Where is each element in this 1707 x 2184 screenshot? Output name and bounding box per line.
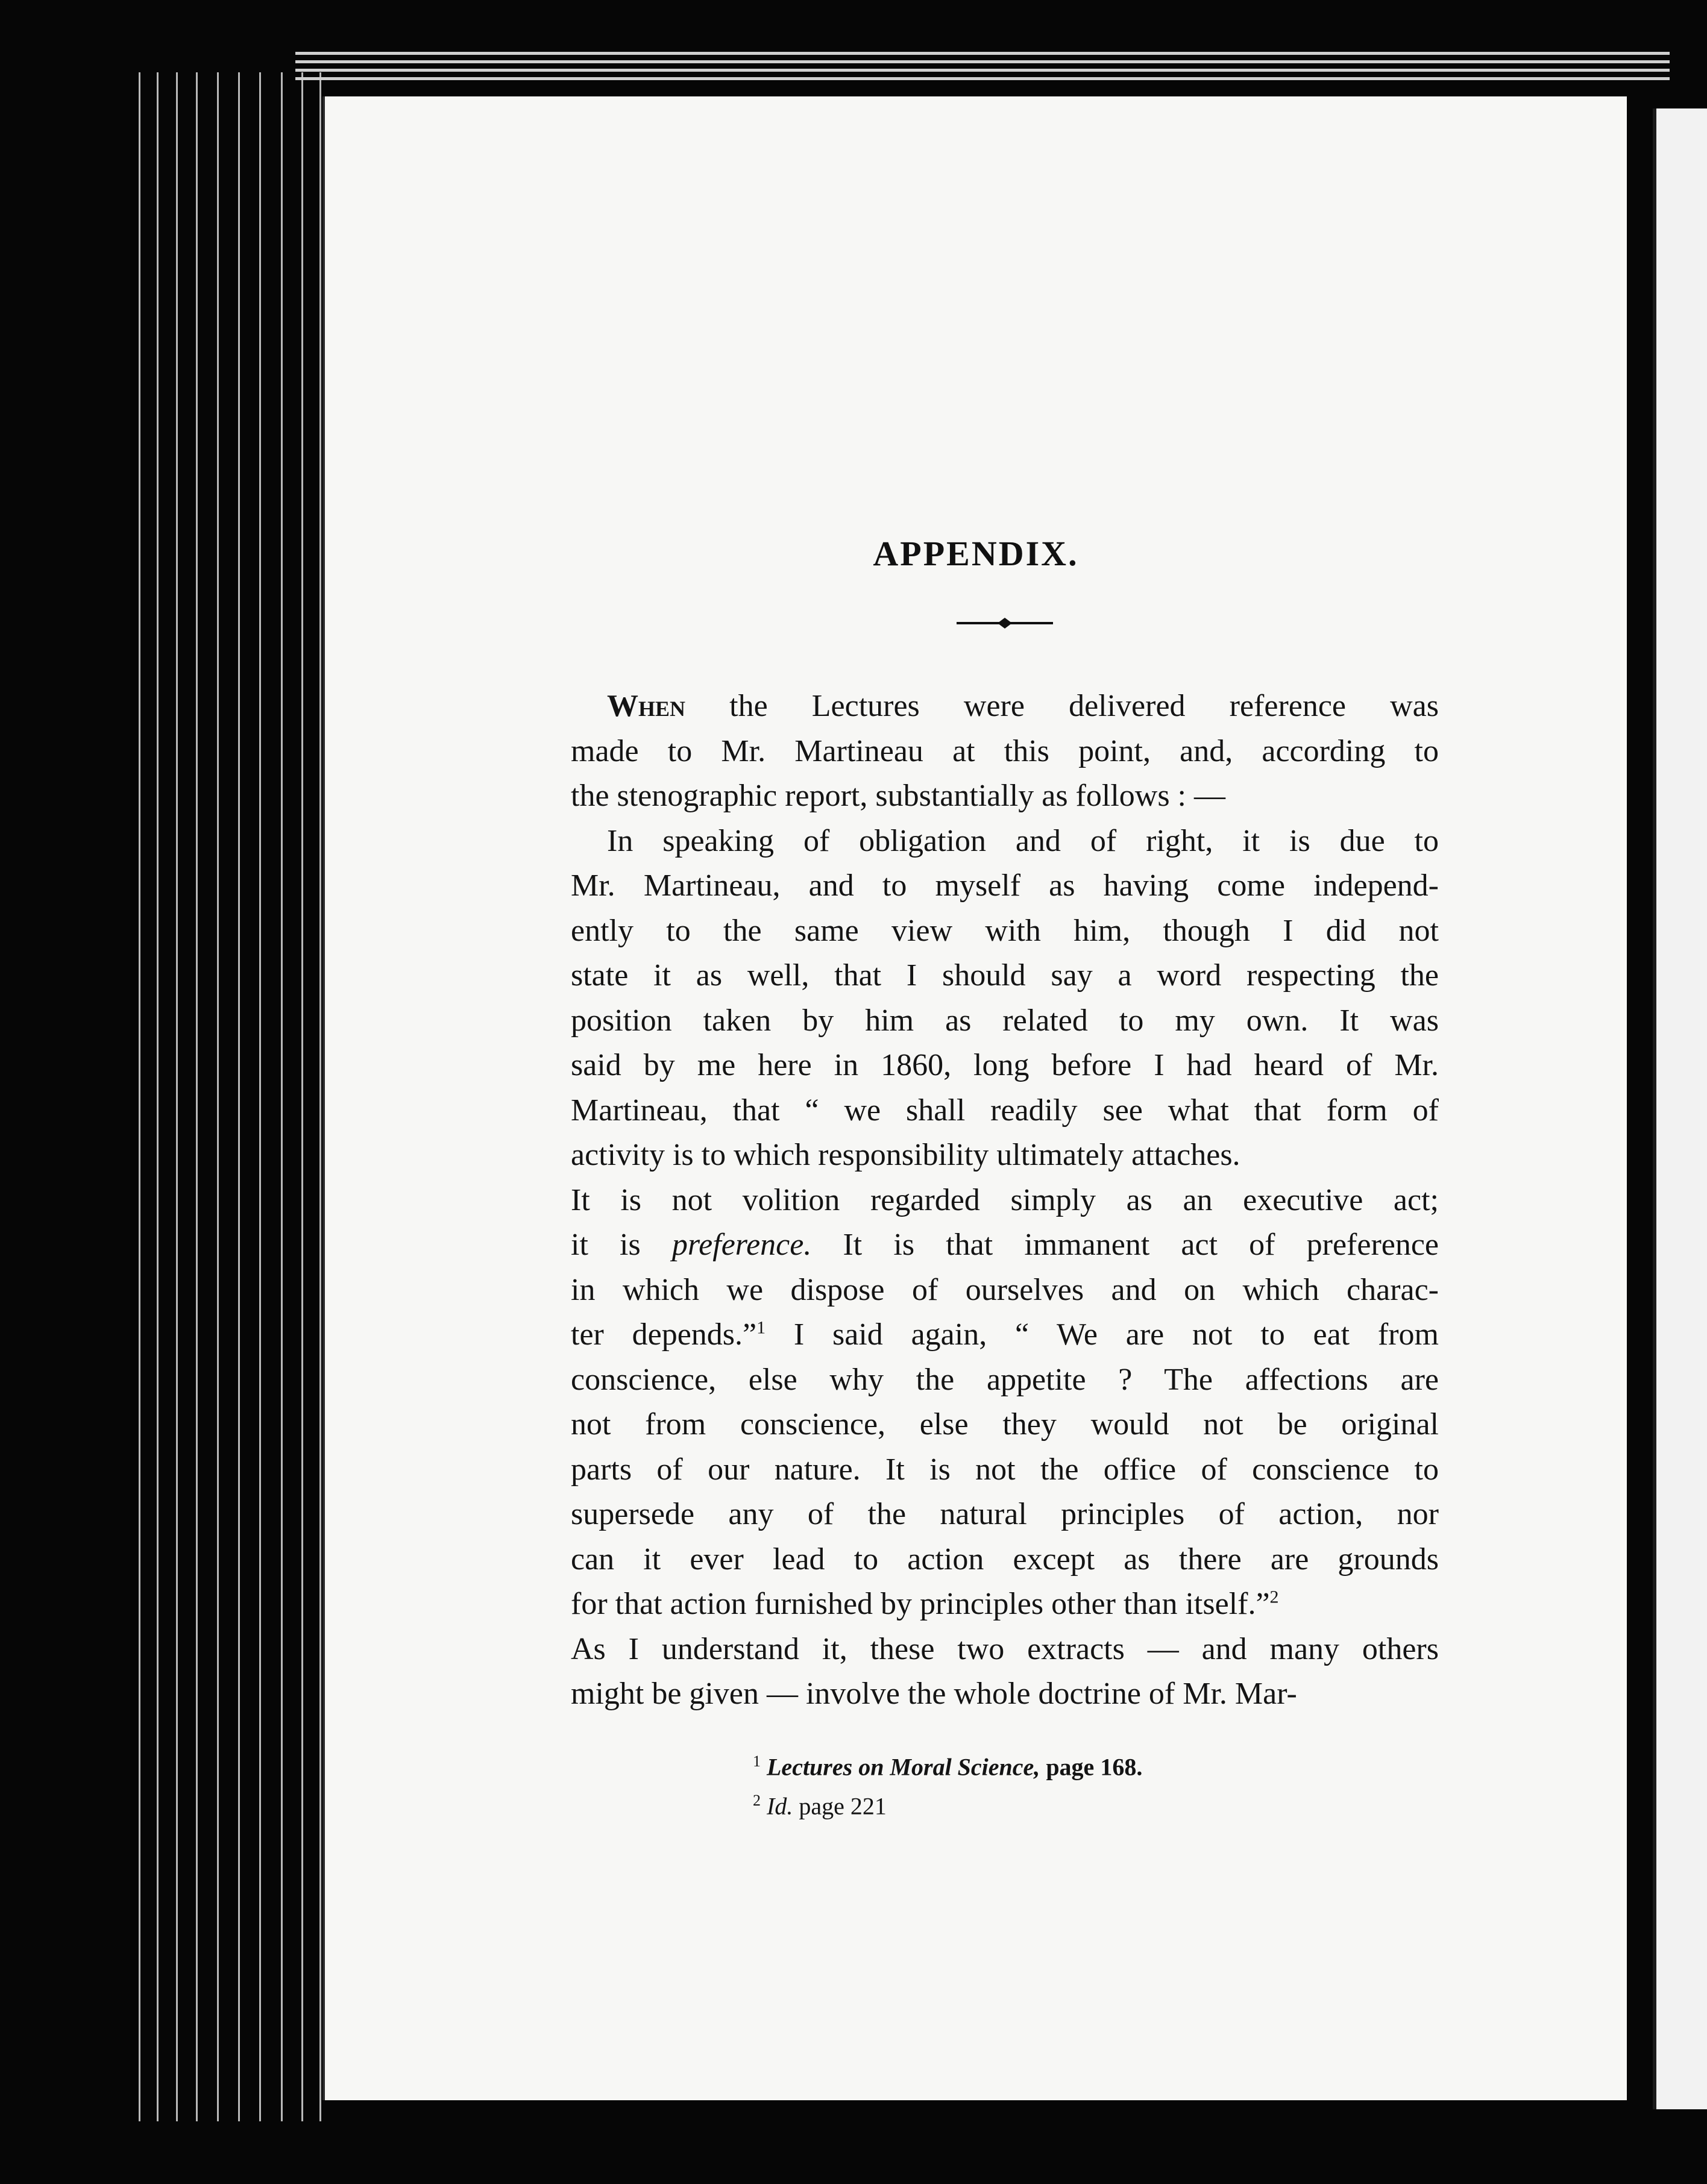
text-line	[571, 1402, 1439, 1448]
text-line	[571, 864, 1439, 909]
text-segment: In speaking of obligation and of right, it is due to	[607, 823, 1439, 858]
ornament-divider-icon	[957, 616, 1053, 630]
page-edges-top	[295, 52, 1670, 100]
text-line	[571, 819, 1439, 864]
text-line	[571, 999, 1439, 1044]
footnote-text: page 221	[793, 1792, 887, 1820]
text-segment: said by me here in 1860, long before I had heard of Mr.	[571, 1048, 1439, 1082]
text-segment: It is not volition regarded simply as an executive act;	[571, 1182, 1439, 1217]
text-segment: position taken by him as related to my own. It was	[571, 1003, 1439, 1038]
text-line	[571, 1448, 1439, 1493]
text-line	[571, 909, 1439, 954]
footnote-reference: 2	[1269, 1587, 1279, 1607]
text-segment: conscience, else why the appetite ? The affections are	[571, 1362, 1439, 1397]
text-line	[571, 1178, 1439, 1223]
footnote-reference: 1	[756, 1317, 766, 1338]
text-segment: It is that immanent act of preference	[811, 1228, 1439, 1262]
text-segment: state it as well, that I should say a word respecting the	[571, 958, 1439, 993]
text-segment: can it ever lead to action except as there are grounds	[571, 1542, 1439, 1577]
text-line	[571, 1043, 1439, 1088]
text-line	[571, 1582, 1439, 1627]
text-line	[571, 1223, 1439, 1268]
text-segment: Martineau, that “ we shall readily see what that form of	[571, 1093, 1439, 1128]
text-line	[571, 1627, 1439, 1672]
text-segment: I said again, “ We are not to eat from	[765, 1317, 1439, 1352]
text-line	[571, 1133, 1439, 1178]
text-line	[571, 729, 1439, 774]
text-line	[571, 1358, 1439, 1403]
page-edges-stack	[139, 72, 338, 2121]
text-segment: might be given — involve the whole doctrine of Mr. Mar-	[571, 1677, 1297, 1711]
footnote-number: 1	[753, 1753, 761, 1770]
small-caps-word: When	[607, 689, 686, 723]
text-segment: supersede any of the natural principles of action, nor	[571, 1497, 1439, 1531]
footnote-number: 2	[753, 1792, 761, 1810]
text-segment: Mr. Martineau, and to myself as having come independ-	[571, 868, 1439, 903]
text-segment: activity is to which responsibility ultimately attaches.	[571, 1138, 1240, 1172]
facing-page-edge	[1653, 108, 1707, 2109]
text-line	[571, 774, 1439, 819]
italic-word: preference.	[671, 1228, 812, 1262]
text-line	[571, 953, 1439, 999]
page-title: APPENDIX.	[873, 534, 1079, 573]
text-segment: the stenographic report, substantially as follows : —	[571, 779, 1226, 813]
text-line	[571, 1313, 1439, 1358]
footnote	[753, 1745, 1142, 1784]
text-segment: parts of our nature. It is not the office of conscience to	[571, 1452, 1439, 1487]
text-line	[571, 1088, 1439, 1134]
text-segment: it is	[571, 1228, 672, 1262]
text-line	[571, 1268, 1439, 1313]
text-segment: in which we dispose of ourselves and on which charac-	[571, 1272, 1439, 1307]
text-line	[571, 1492, 1439, 1537]
footnote-text: page 168.	[1040, 1753, 1143, 1781]
footnote-italic: Lectures on Moral Science,	[767, 1753, 1040, 1781]
book-page	[322, 96, 1627, 2100]
footnotes	[753, 1745, 1142, 1824]
text-segment: made to Mr. Martineau at this point, and, according to	[571, 733, 1439, 768]
footnote-italic: Id.	[767, 1792, 793, 1820]
text-line	[571, 684, 1439, 729]
footnote	[753, 1784, 1142, 1823]
text-segment: ter depends.”	[571, 1317, 757, 1352]
text-segment: As I understand it, these two extracts — and many others	[571, 1631, 1439, 1666]
text-segment: not from conscience, else they would not be original	[571, 1407, 1439, 1442]
body-text	[571, 684, 1439, 1717]
text-segment: for that action furnished by principles other than itself.”	[571, 1587, 1270, 1621]
text-line	[571, 1537, 1439, 1583]
text-line	[571, 1672, 1439, 1717]
text-segment: the Lectures were delivered reference was	[685, 689, 1439, 723]
text-segment: ently to the same view with him, though I did not	[571, 913, 1439, 948]
